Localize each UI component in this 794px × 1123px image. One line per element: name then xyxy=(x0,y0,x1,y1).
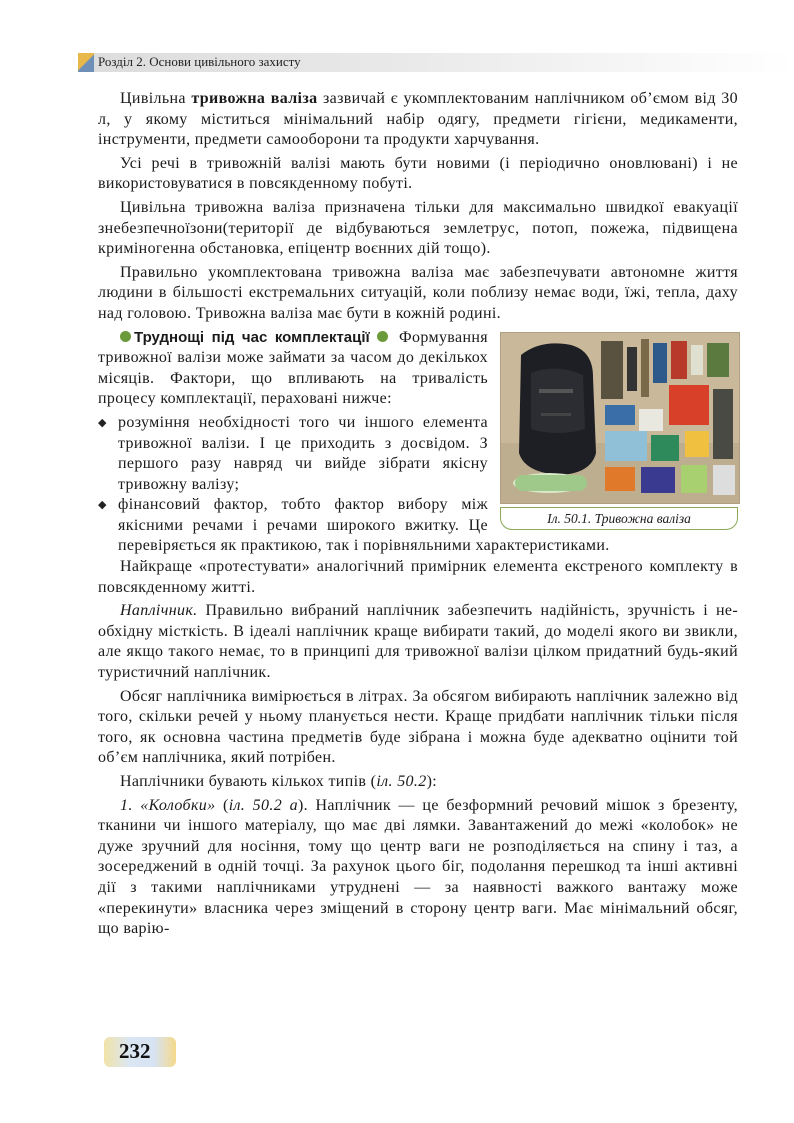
term-italic: 1. «Колобки» xyxy=(120,796,216,814)
term-bold: тривожна валіза xyxy=(191,90,318,107)
figure-reference: іл. 50.2 xyxy=(376,773,427,790)
figure-reference: іл. 50.2 а xyxy=(228,796,298,814)
paragraph: Усі речі в тривожній валізі мають бути новими (і періодично оновлювані) і не використовуватися в повсякденному побуті. xyxy=(98,154,738,193)
header-decor-mark xyxy=(78,53,94,72)
main-text xyxy=(98,89,738,943)
text-run: Правильно вибраний наплічник забезпечить надійність, зручність і не-обхідну місткість. В ідеалі наплічник краще вибирати такий, до моделі якого ви звикли, але якщо такого немає, то в принципі для тривожної валізи цілком придатний будь-який туристичний наплічник. xyxy=(98,602,738,682)
paragraph xyxy=(98,772,738,793)
factor-list xyxy=(98,413,738,557)
list-item: ◆ розуміння необхідності того чи іншого елемента тривожної валізи. І це приходить з досвідом. З першого разу навряд чи вийде зібрати якісну тривожну валізу; xyxy=(98,413,738,495)
page-number: 232 xyxy=(119,1039,151,1063)
section-heading-text: Труднощі під час комплектації xyxy=(134,328,370,346)
text-run: ): xyxy=(426,773,438,790)
page-number-badge xyxy=(104,1037,176,1067)
paragraph: Правильно укомплектована тривожна валіза має забезпечувати автономне життя людини в більшості екстремальних ситуацій, коли поблизу немає води, їжі, тепла, даху над головою. Тривожна валіза має бути в кожній родині. xyxy=(98,263,738,322)
paragraph: Найкраще «протестувати» аналогічний примірник елемента екстреного комплекту в повсякденному житті. xyxy=(98,558,738,596)
text-run: Формування тривожної валізи може займати за часом до декількох місяців. Фактори, що впливають на тривалість процесу комплектації, пераховані нижче: xyxy=(98,328,488,408)
text-run: зазвичай є укомплектованим наплічником об’ємом від 30 л, у якому міститься мінімальний набір одягу, предмети гігієни, медикаменти, інструменти, предмети самооборони та продукти харчування. xyxy=(98,90,738,149)
text-run: ( xyxy=(215,796,229,814)
figure-caption: Іл. 50.1. Тривожна валіза xyxy=(500,507,738,530)
list-item: ◆ фінансовий фактор, тобто фактор вибору між якісними речами і речами широкого вжитку. Це перевіряється як практикою, так і порівняльними характеристиками. xyxy=(98,495,738,557)
text-run: Цивільна xyxy=(120,90,192,107)
paragraph xyxy=(98,796,738,940)
text-run: ). xyxy=(297,796,308,814)
paragraph: Цивільна тривожна валіза призначена тільки для максимально швидкої евакуації знебезпечноїзони(території де відбуваються землетрус, потоп, пожежа, підвищена криміногенна обстановка, епіцентр воєнних дій тощо). xyxy=(98,198,738,258)
running-header xyxy=(78,53,794,72)
section-heading xyxy=(120,329,391,346)
paragraph: Обсяг наплічника вимірюється в літрах. За обсягом вибирають наплічник залежно від того, скільки речей у ньому планується нести. Краще придбати наплічник тільки після того, як основна частина предметів буде зібрана і можна буде адекватно оцінити той об’єм наплічника, який потрібен. xyxy=(98,687,738,767)
paragraph xyxy=(98,89,738,151)
text-run: Наплічники бувають кількох типів ( xyxy=(120,773,377,790)
paragraph xyxy=(98,601,738,683)
green-bullet-icon xyxy=(120,331,131,342)
green-bullet-icon xyxy=(377,331,388,342)
header-section-title: Розділ 2. Основи цивільного захисту xyxy=(98,54,301,69)
term-italic: Наплічник. xyxy=(120,602,198,620)
text-run: Наплічник — це безформний речовий мішок з брезенту, тканини чи іншого матеріалу, що має дві лямки. Завантажений до межі «колобок» не дуже зручний для носіння, тому що центр ваги не розподіляється на спину і таз, а зосереджений в одній точці. За рахунок цього біг, подолання перешкод та інші активні дії з такими наплічниками утруднені — за наявності важкого вантажу може «перекинути» власника через зміщений в сторону центр ваги. Має мінімальний обсяг, що варію- xyxy=(98,796,738,938)
